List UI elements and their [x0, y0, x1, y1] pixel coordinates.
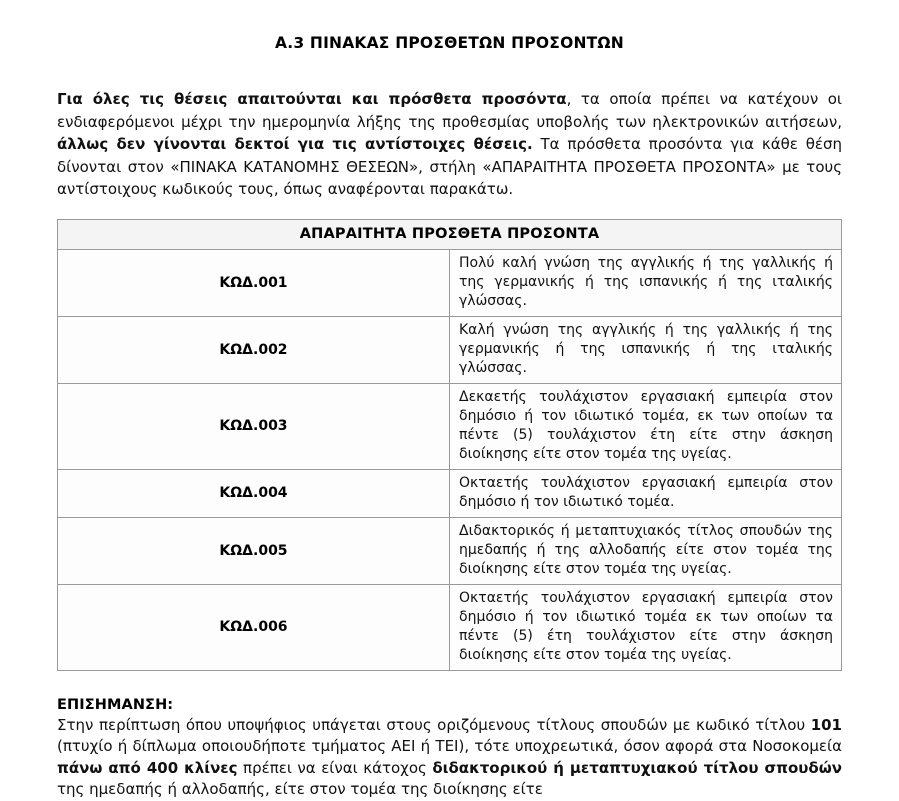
table-row [58, 316, 842, 383]
additional-qualifications-table [57, 219, 842, 671]
table-head [58, 219, 842, 249]
row-code: ΚΩΔ.003 [58, 383, 450, 469]
row-code: ΚΩΔ.002 [58, 316, 450, 383]
row-description: Δεκαετής τουλάχιστον εργασιακή εμπειρία στον δημόσιο ή τον ιδιωτικό τομέα, εκ των οποίων τα πέντε (5) τουλάχιστον έτη είτε στην άσκηση διοίκησης είτε στον τομέα της υγείας. [450, 383, 842, 469]
row-code: ΚΩΔ.004 [58, 469, 450, 517]
intro-plain-2: Τα πρόσθετα προσόντα για κάθε θέση δίνονται στον «ΠΙΝΑΚΑ ΚΑΤΑΝΟΜΗΣ ΘΕΣΕΩΝ», στήλη «ΑΠΑΡΑΙΤΗΤΑ ΠΡΟΣΘΕΤΑ ΠΡΟΣΟΝΤΑ» με τους αντίστοιχους κωδικούς τους, όπως αναφέρονται παρακάτω. [57, 135, 843, 198]
row-description: Διδακτορικός ή μεταπτυχιακός τίτλος σπουδών της ημεδαπής ή της αλλοδαπής είτε στον τομέα της διοίκησης είτε στον τομέα της υγείας. [450, 517, 842, 584]
note-bold-2: πάνω από 400 κλίνες [57, 758, 238, 777]
note-body [57, 713, 842, 801]
row-code: ΚΩΔ.006 [58, 584, 450, 670]
note-plain-2: (πτυχίο ή δίπλωμα οποιουδήποτε τμήματος ΑΕΙ ή ΤΕΙ), τότε υποχρεωτικά, όσον αφορά στα Νοσοκομεία [57, 737, 842, 755]
note-plain-1: Στην περίπτωση όπου υποψήφιος υπάγεται στους οριζόμενους τίτλους σπουδών με κωδικό τίτλου [57, 715, 811, 734]
note-bold-1: 101 [810, 715, 842, 734]
intro-plain-1: , τα οποία πρέπει να κατέχουν οι ενδιαφερόμενοι μέχρι την ημερομηνία λήξης της προθεσμίας υποβολής των ηλεκτρονικών αιτήσεων, [57, 90, 842, 131]
table-row [58, 383, 842, 469]
intro-bold-1: Για όλες τις θέσεις απαιτούνται και πρόσθετα προσόντα [57, 90, 567, 108]
row-description: Πολύ καλή γνώση της αγγλικής ή της γαλλικής ή της γερμανικής ή της ισπανικής ή της ιταλικής γλώσσας. [450, 249, 842, 316]
table-body [58, 249, 842, 670]
table-header-row [58, 219, 842, 249]
row-code: ΚΩΔ.001 [58, 249, 450, 316]
table-row [58, 584, 842, 670]
table-row [58, 517, 842, 584]
row-description: Οκταετής τουλάχιστον εργασιακή εμπειρία στον δημόσιο ή τον ιδιωτικό τομέα. [450, 469, 842, 517]
note-plain-4: της ημεδαπής ή αλλοδαπής, είτε στον τομέα της διοίκησης είτε [57, 780, 543, 798]
table-row [58, 249, 842, 316]
note-plain-3: πρέπει να είναι κάτοχος [237, 758, 433, 777]
intro-paragraph [57, 52, 842, 201]
table-header-cell: ΑΠΑΡΑΙΤΗΤΑ ΠΡΟΣΘΕΤΑ ΠΡΟΣΟΝΤΑ [58, 219, 842, 249]
page-title: Α.3 ΠΙΝΑΚΑΣ ΠΡΟΣΘΕΤΩΝ ΠΡΟΣΟΝΤΩΝ [275, 34, 624, 52]
note-section [57, 671, 842, 801]
row-code: ΚΩΔ.005 [58, 517, 450, 584]
note-bold-3: διδακτορικού ή μεταπτυχιακού τίτλου σπουδών [432, 758, 842, 777]
intro-bold-2: άλλως δεν γίνονται δεκτοί για τις αντίστοιχες θέσεις. [57, 135, 533, 153]
row-description: Καλή γνώση της αγγλικής ή της γαλλικής ή της γερμανικής ή της ισπανικής ή της ιταλικής γλώσσας. [450, 316, 842, 383]
note-heading: ΕΠΙΣΗΜΑΝΣΗ: [57, 696, 174, 713]
table-row [58, 469, 842, 517]
row-description: Οκταετής τουλάχιστον εργασιακή εμπειρία στον δημόσιο ή τον ιδιωτικό τομέα εκ των οποίων τα πέντε (5) έτη τουλάχιστον είτε στην άσκηση διοίκησης είτε στον τομέα της υγείας. [450, 584, 842, 670]
